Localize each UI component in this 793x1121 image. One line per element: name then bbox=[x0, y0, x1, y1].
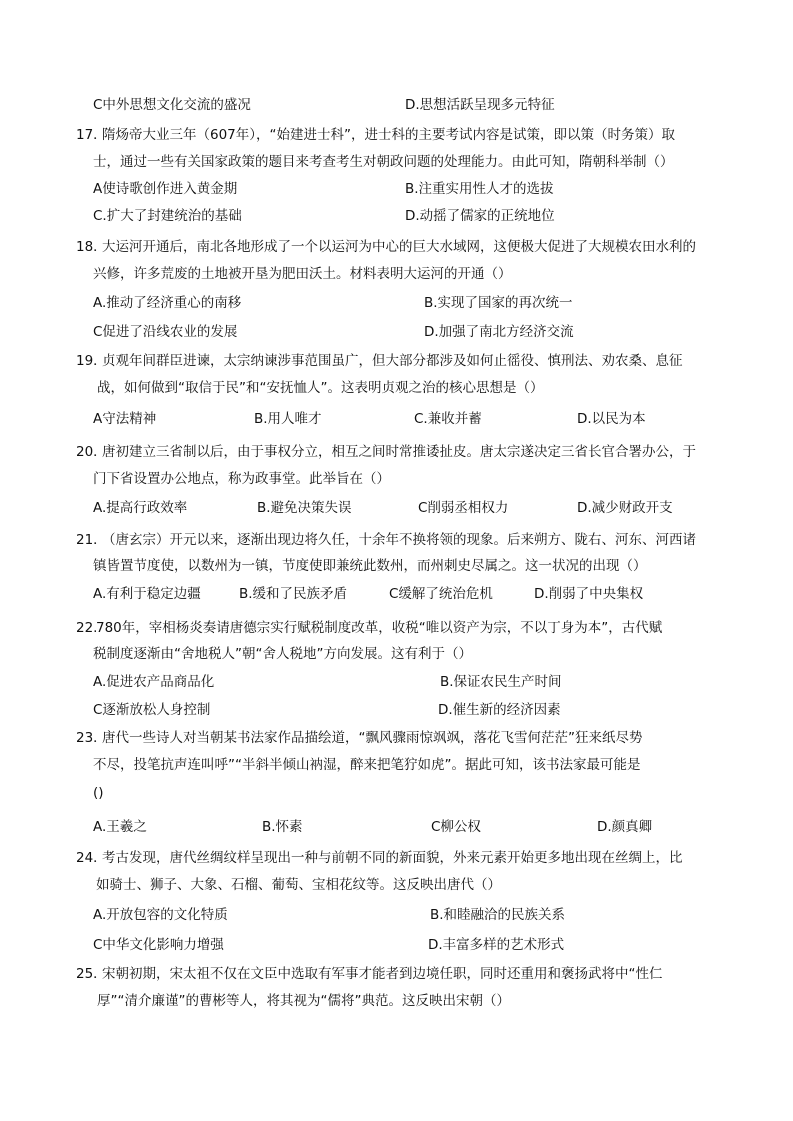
q25-stem-line-1: 宋朝初期，宋太祖不仅在文臣中选取有军事才能者到边境任职，同时还重用和褒扬武将中“性仁 bbox=[102, 966, 663, 982]
q18-option-b: B.实现了国家的再次统一 bbox=[424, 295, 573, 311]
q17-option-a: A使诗歌创作进入黄金期 bbox=[93, 181, 238, 197]
q22-stem-line-2: 税制度逐渐由“舍地税人”朝“舍人税地”方向发展。这有利于（） bbox=[93, 646, 472, 662]
q21-option-d: D.削弱了中央集权 bbox=[534, 586, 644, 602]
q25-number: 25． bbox=[76, 966, 107, 982]
q22-option-a: A.促进农产品商品化 bbox=[93, 674, 215, 690]
q23-option-d: D.颜真卿 bbox=[597, 819, 653, 835]
q20-option-a: A.提高行政效率 bbox=[93, 500, 188, 516]
q23-option-c: C柳公权 bbox=[431, 819, 481, 835]
q22-option-d: D.催生新的经济因素 bbox=[438, 702, 561, 718]
q21-stem-line-1: （唐玄宗）开元以来，逐渐出现边将久任，十余年不换将领的现象。后来朔方、陇右、河东、河西诸 bbox=[102, 532, 696, 548]
q24-option-d: D.丰富多样的艺术形式 bbox=[428, 937, 565, 953]
q19-stem-line-1: 贞观年间群臣进谏，太宗纳谏涉事范围虽广，但大部分都涉及如何止徭役、慎刑法、劝农桑、息征 bbox=[102, 353, 683, 369]
q19-option-b: B.用人唯才 bbox=[254, 411, 322, 427]
q22-number: 22. bbox=[76, 620, 98, 636]
q20-stem-line-1: 唐初建立三省制以后，由于事权分立，相互之间时常推诿扯皮。唐太宗遂决定三省长官合署办公，于 bbox=[102, 444, 696, 460]
q16-option-c: C中外思想文化交流的盛况 bbox=[93, 97, 251, 113]
q21-number: 21． bbox=[76, 532, 107, 548]
q25-stem-line-2: 厚”“清介廉谨”的曹彬等人，将其视为“儒将”典范。这反映出宋朝（） bbox=[97, 993, 510, 1009]
q24-option-a: A.开放包容的文化特质 bbox=[93, 907, 228, 923]
q24-stem-line-1: 考古发现，唐代丝绸纹样呈现出一种与前朝不同的新面貌，外来元素开始更多地出现在丝绸上，比 bbox=[102, 850, 683, 866]
q21-option-a: A.有利于稳定边疆 bbox=[93, 586, 201, 602]
q20-option-b: B.避免决策失误 bbox=[257, 500, 352, 516]
q19-option-c: C.兼收并蓄 bbox=[414, 411, 482, 427]
q21-stem-line-2: 镇皆置节度使，以数州为一镇，节度使即兼统此数州，而州刺史尽属之。这一状况的出现（） bbox=[93, 558, 647, 574]
q17-option-c: C.扩大了封建统治的基础 bbox=[93, 208, 242, 224]
q21-option-c: C缓解了统治危机 bbox=[389, 586, 493, 602]
q17-number: 17． bbox=[76, 127, 107, 143]
q19-option-a: A守法精神 bbox=[93, 411, 157, 427]
q22-option-c: C逐渐放松人身控制 bbox=[93, 702, 211, 718]
q18-option-a: A.推动了经济重心的南移 bbox=[93, 295, 242, 311]
q22-option-b: B.保证农民生产时间 bbox=[440, 674, 562, 690]
q23-number: 23． bbox=[76, 730, 107, 746]
q17-option-d: D.动摇了儒家的正统地位 bbox=[405, 208, 555, 224]
q20-stem-line-2: 门下省设置办公地点，称为政事堂。此举旨在（） bbox=[93, 471, 390, 487]
q23-stem-line-1: 唐代一些诗人对当朝某书法家作品描绘道，“飘风骤雨惊飒飒，落花飞雪何茫茫”狂来纸尽势 bbox=[102, 730, 643, 746]
q24-stem-line-2: 如骑士、狮子、大象、石榴、葡萄、宝相花纹等。这反映出唐代（） bbox=[96, 877, 501, 893]
q17-stem-line-2: 士，通过一些有关国家政策的题目来考查考生对朝政问题的处理能力。由此可知，隋朝科举制（） bbox=[93, 154, 674, 170]
q18-stem-line-1: 大运河开通后，南北各地形成了一个以运河为中心的巨大水域网，这便极大促进了大规模农田水利的 bbox=[102, 239, 696, 255]
q18-number: 18． bbox=[76, 239, 107, 255]
q20-option-c: C削弱丞相权力 bbox=[418, 500, 509, 516]
q24-number: 24． bbox=[76, 850, 107, 866]
q24-option-c: C中华文化影响力增强 bbox=[93, 937, 224, 953]
q22-stem-line-1: 780年，宰相杨炎奏请唐德宗实行赋税制度改革，收税“唯以资产为宗，不以丁身为本”，古代赋 bbox=[96, 620, 663, 636]
q20-number: 20． bbox=[76, 444, 107, 460]
q19-stem-line-2: 战，如何做到“取信于民”和“安抚恤人”。这表明贞观之治的核心思想是（） bbox=[97, 380, 544, 396]
q21-option-b: B.缓和了民族矛盾 bbox=[239, 586, 348, 602]
q17-stem-line-1: 隋炀帝大业三年（607年），“始建进士科”，进士科的主要考试内容是试策，即以策（时务策）取 bbox=[102, 127, 676, 143]
q18-stem-line-2: 兴修，许多荒废的土地被开垦为肥田沃土。材料表明大运河的开通（） bbox=[93, 266, 512, 282]
q23-stem-line-3: () bbox=[93, 785, 104, 801]
q19-number: 19． bbox=[76, 353, 107, 369]
q16-option-d: D.思想活跃呈现多元特征 bbox=[405, 97, 555, 113]
q17-option-b: B.注重实用性人才的选拔 bbox=[405, 181, 554, 197]
q23-option-a: A.王羲之 bbox=[93, 819, 147, 835]
q19-option-d: D.以民为本 bbox=[577, 411, 646, 427]
q18-option-d: D.加强了南北方经济交流 bbox=[424, 324, 574, 340]
q24-option-b: B.和睦融洽的民族关系 bbox=[430, 907, 566, 923]
q23-option-b: B.怀素 bbox=[262, 819, 303, 835]
q23-stem-line-2: 不尽，投笔抗声连叫呼”“半斜半倾山衲湿，醉来把笔狞如虎”。据此可知，该书法家最可能是 bbox=[93, 757, 641, 773]
q18-option-c: C促进了沿线农业的发展 bbox=[93, 324, 238, 340]
q20-option-d: D.减少财政开支 bbox=[577, 500, 673, 516]
